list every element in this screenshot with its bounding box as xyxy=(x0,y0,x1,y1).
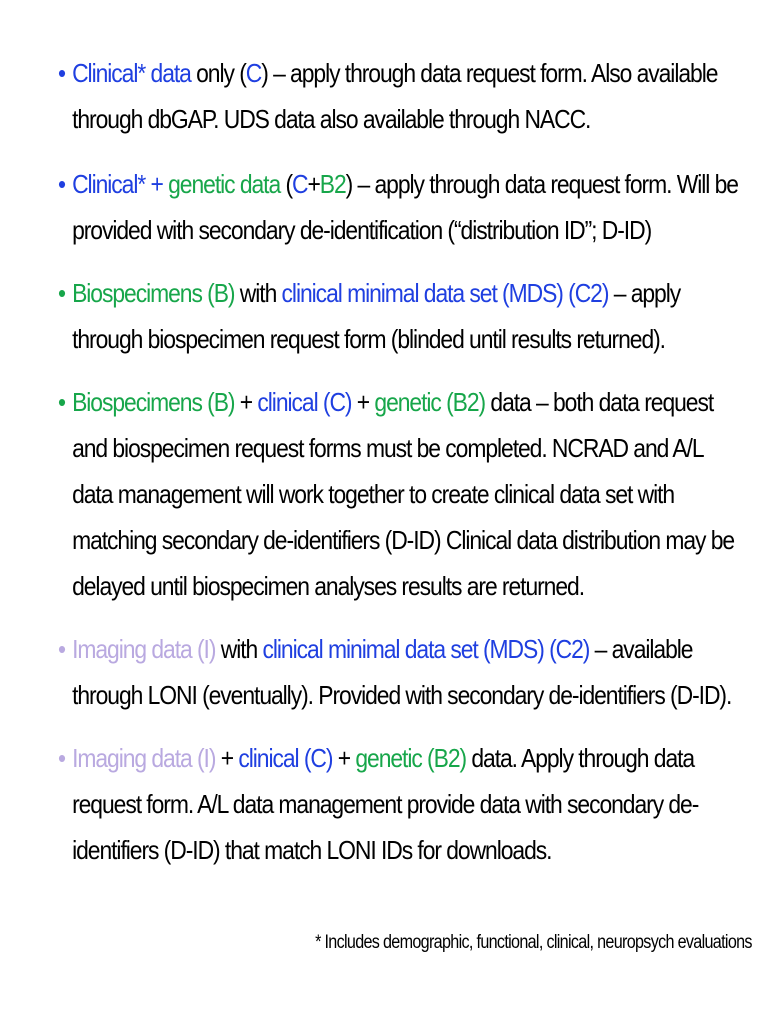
plus-sign: + xyxy=(145,169,169,199)
footnote: * Includes demographic, functional, clinical, neuropsych evaluations xyxy=(315,932,752,953)
clinical-code: C xyxy=(245,58,262,88)
plus-sign: + xyxy=(351,387,375,417)
text-segment: ( xyxy=(280,169,293,199)
plus-sign: + xyxy=(307,169,320,199)
text-segment: data – both data request and biospecimen request forms must be completed. NCRAD and A/L data management will work together to create clinical data set with matching secondary de-identifiers (D-ID) Clinical data distribution may be delayed until biospecimen analyses results are returned. xyxy=(72,387,735,601)
plus-sign: + xyxy=(234,387,258,417)
bullet-dot: • xyxy=(58,58,65,88)
bullet-list xyxy=(58,50,738,873)
mds-term: clinical minimal data set (MDS) (C2) xyxy=(281,278,609,308)
clinical-term: clinical (C) xyxy=(238,743,333,773)
clinical-code: C xyxy=(292,169,308,199)
bullet-biospecimens-clinical-genetic xyxy=(58,379,741,609)
genetic-data-term: genetic data xyxy=(168,169,281,199)
imaging-term: Imaging data (I) xyxy=(72,743,216,773)
bullet-dot: • xyxy=(58,387,65,417)
plus-sign: + xyxy=(332,743,356,773)
genetic-term: genetic (B2) xyxy=(355,743,467,773)
text-segment: with xyxy=(215,634,263,664)
clinical-term: Clinical* xyxy=(72,169,146,199)
biospecimens-term: Biospecimens (B) xyxy=(72,278,235,308)
text-segment: only ( xyxy=(190,58,246,88)
bullet-clinical-genetic xyxy=(58,161,741,253)
text-segment: ) – apply through data request form. Also available through dbGAP. UDS data also available through NACC. xyxy=(72,58,718,134)
biospecimens-term: Biospecimens (B) xyxy=(72,387,235,417)
bullet-dot: • xyxy=(58,278,65,308)
text-segment: data. Apply through data request form. A/L data management provide data with secondary de-identifiers (D-ID) that match LONI IDs for downloads. xyxy=(72,743,699,865)
plus-sign: + xyxy=(215,743,239,773)
bullet-clinical-only xyxy=(58,50,741,142)
clinical-term: clinical (C) xyxy=(257,387,352,417)
bullet-dot: • xyxy=(58,743,65,773)
bullet-dot: • xyxy=(58,634,65,664)
imaging-term: Imaging data (I) xyxy=(72,634,216,664)
bullet-imaging-clinical-genetic xyxy=(58,735,741,873)
text-segment: ) – apply through data request form. Will be provided with secondary de-identification (“distribution ID”; D-ID) xyxy=(72,169,738,245)
bullet-dot: • xyxy=(58,169,65,199)
text-segment: – available through LONI (eventually). Provided with secondary de-identifiers (D-ID). xyxy=(72,634,732,710)
clinical-data-term: Clinical* data xyxy=(72,58,191,88)
genetic-code: B2 xyxy=(319,169,346,199)
text-segment: with xyxy=(234,278,282,308)
text-segment: – apply through biospecimen request form (blinded until results returned). xyxy=(72,278,681,354)
bullet-imaging-mds xyxy=(58,626,741,718)
bullet-biospecimens-mds xyxy=(58,270,741,362)
genetic-term: genetic (B2) xyxy=(374,387,486,417)
mds-term: clinical minimal data set (MDS) (C2) xyxy=(262,634,590,664)
